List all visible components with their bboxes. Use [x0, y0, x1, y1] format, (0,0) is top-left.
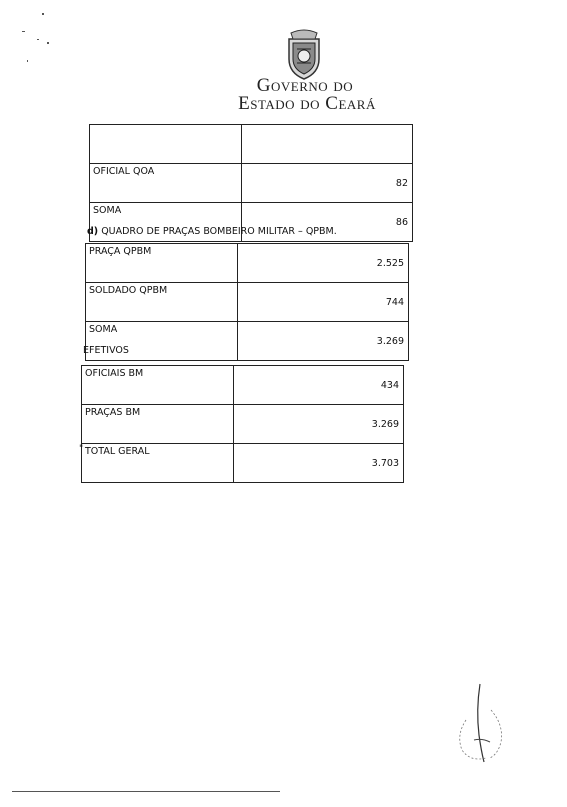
- row-label: PRAÇAS BM: [82, 405, 234, 444]
- section-d-title: QUADRO DE PRAÇAS BOMBEIRO MILITAR – QPBM.: [101, 226, 337, 237]
- row-label: SOMA: [86, 322, 238, 361]
- table-row: [86, 322, 409, 361]
- footer-rule: [12, 791, 280, 792]
- table-efetivos: [81, 365, 404, 483]
- closing-quote-mark: ": [79, 444, 84, 454]
- section-d-heading: [87, 226, 337, 237]
- row-label: SOMA: [90, 203, 242, 242]
- state-seal-emblem: [283, 29, 325, 81]
- table-row: [90, 164, 413, 203]
- table-row: [82, 444, 404, 483]
- section-d-letter: d): [87, 226, 99, 237]
- row-label: OFICIAL QOA: [90, 164, 242, 203]
- row-value: 3.269: [234, 405, 404, 444]
- handwritten-initials-signature: [446, 680, 516, 770]
- table-row: [86, 283, 409, 322]
- scan-speck: [42, 13, 44, 15]
- row-value: 86: [242, 203, 413, 242]
- row-label: OFICIAIS BM: [82, 366, 234, 405]
- table-row: [90, 125, 413, 164]
- table-row: [82, 405, 404, 444]
- row-value: [242, 125, 413, 164]
- letterhead-line-1: Governo do: [256, 75, 354, 96]
- row-value: 744: [238, 283, 409, 322]
- row-label: [90, 125, 242, 164]
- row-value: 3.269: [238, 322, 409, 361]
- row-label: TOTAL GERAL: [82, 444, 234, 483]
- scan-speck: [22, 31, 25, 32]
- efetivos-heading: EFETIVOS: [83, 345, 129, 356]
- row-value: 2.525: [238, 244, 409, 283]
- table-row: [82, 366, 404, 405]
- table-row: [86, 244, 409, 283]
- table-oficiais: [89, 124, 413, 242]
- scan-speck: [47, 42, 49, 44]
- row-label: PRAÇA QPBM: [86, 244, 238, 283]
- row-label: SOLDADO QPBM: [86, 283, 238, 322]
- row-value: 82: [242, 164, 413, 203]
- scan-speck: [37, 39, 39, 40]
- table-pracas: [85, 243, 409, 361]
- row-value: 3.703: [234, 444, 404, 483]
- scan-speck: [27, 60, 28, 62]
- letterhead-line-2: Estado do Ceará: [238, 93, 376, 114]
- row-value: 434: [234, 366, 404, 405]
